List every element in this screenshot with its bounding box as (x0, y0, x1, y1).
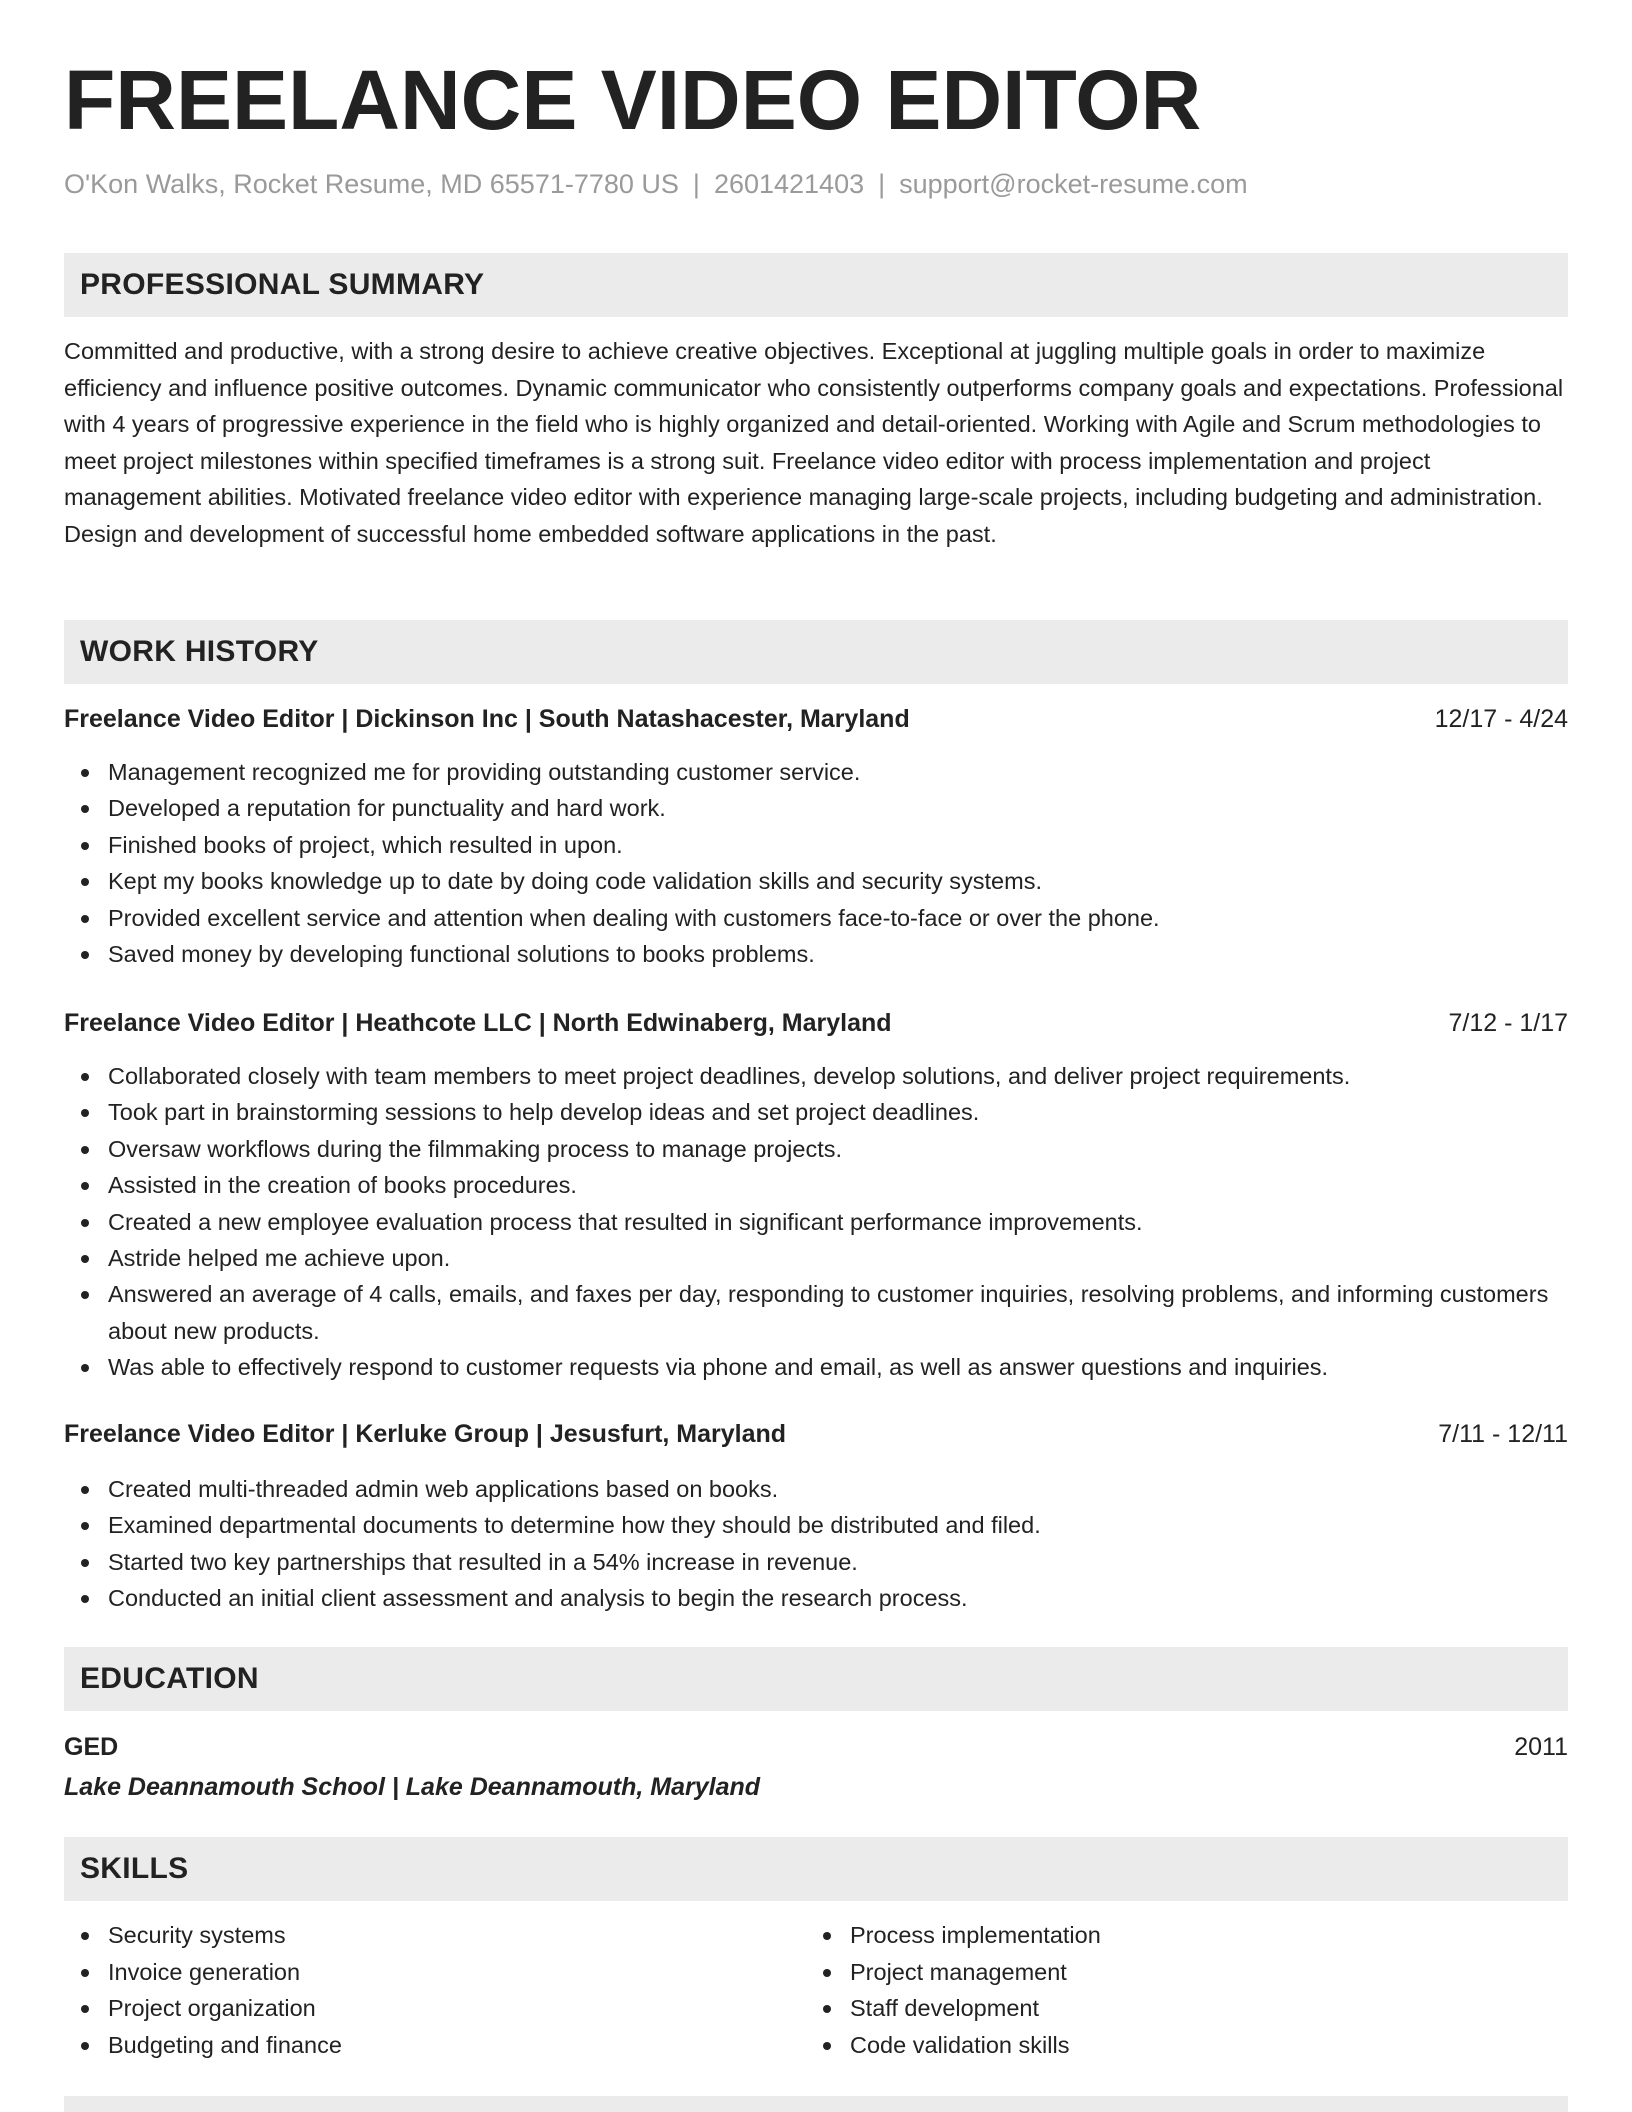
skill-item: Project management (806, 1954, 1506, 1991)
job-title: Freelance Video Editor | Heathcote LLC | North Edwinaberg, Maryland (64, 1009, 892, 1037)
skill-item: Process implementation (806, 1917, 1506, 1954)
job-title: Freelance Video Editor | Dickinson Inc | South Natashacester, Maryland (64, 705, 910, 733)
job-bullet: Took part in brainstorming sessions to help develop ideas and set project deadlines. (64, 1094, 1568, 1130)
job-dates: 7/12 - 1/17 (1448, 1009, 1568, 1037)
next-section-header (64, 2096, 1568, 2112)
contact-phone: 2601421403 (713, 169, 865, 199)
skills-heading: SKILLS (80, 1852, 189, 1885)
job-bullet: Started two key partnerships that resulted in a 54% increase in revenue. (64, 1544, 1568, 1580)
work-history-heading: WORK HISTORY (80, 635, 319, 668)
job-bullet-list (64, 754, 1568, 972)
skill-item: Security systems (64, 1917, 764, 1954)
job-bullet: Created a new employee evaluation process that resulted in significant performance improvements. (64, 1204, 1568, 1240)
skill-item: Code validation skills (806, 2027, 1506, 2064)
contact-line (64, 168, 1248, 200)
education-degree: GED (64, 1733, 119, 1761)
skill-item: Staff development (806, 1990, 1506, 2027)
job-bullet: Provided excellent service and attention when dealing with customers face-to-face or over the phone. (64, 900, 1568, 936)
summary-heading: PROFESSIONAL SUMMARY (80, 268, 485, 301)
contact-separator: | (878, 169, 886, 199)
job-bullet: Management recognized me for providing outstanding customer service. (64, 754, 1568, 790)
job-bullet: Created multi-threaded admin web applications based on books. (64, 1471, 1568, 1507)
job-bullet: Collaborated closely with team members to meet project deadlines, develop solutions, and deliver project requirements. (64, 1058, 1568, 1094)
job-bullet: Assisted in the creation of books procedures. (64, 1167, 1568, 1203)
job-entry-header (64, 1006, 1568, 1040)
job-bullet: Oversaw workflows during the filmmaking process to manage projects. (64, 1131, 1568, 1167)
skills-list-right (806, 1917, 1506, 2063)
resume-name-heading: FREELANCE VIDEO EDITOR (64, 53, 1202, 147)
job-dates: 12/17 - 4/24 (1434, 705, 1568, 733)
job-title: Freelance Video Editor | Kerluke Group | Jesusfurt, Maryland (64, 1420, 787, 1448)
job-entry-header (64, 1417, 1568, 1451)
skill-item: Invoice generation (64, 1954, 764, 1991)
education-heading: EDUCATION (80, 1662, 259, 1695)
job-bullet: Astride helped me achieve upon. (64, 1240, 1568, 1276)
job-bullet: Saved money by developing functional solutions to books problems. (64, 936, 1568, 972)
job-bullet: Was able to effectively respond to customer requests via phone and email, as well as answer questions and inquiries. (64, 1349, 1568, 1385)
skills-list-left (64, 1917, 764, 2063)
job-bullet: Examined departmental documents to determine how they should be distributed and filed. (64, 1507, 1568, 1543)
education-year: 2011 (1514, 1733, 1568, 1761)
contact-separator: | (692, 169, 700, 199)
contact-address: O'Kon Walks, Rocket Resume, MD 65571-7780 US (64, 169, 679, 199)
skills-section-header (64, 1837, 1568, 1901)
job-bullet: Conducted an initial client assessment and analysis to begin the research process. (64, 1580, 1568, 1616)
summary-text: Committed and productive, with a strong desire to achieve creative objectives. Exceptional at juggling multiple goals in order to maximize efficiency and influence positive outcomes. Dynamic communicator who consistently outperforms company goals and expectations. Professional with 4 years of progressive experience in the field who is highly organized and detail-oriented. Working with Agile and Scrum methodologies to meet project milestones within specified timeframes is a strong suit. Freelance video editor with process implementation and project management abilities. Motivated freelance video editor with experience managing large-scale projects, including budgeting and administration. Design and development of successful home embedded software applications in the past. (64, 338, 1564, 547)
education-section-header (64, 1647, 1568, 1711)
skill-item: Project organization (64, 1990, 764, 2027)
skill-item: Budgeting and finance (64, 2027, 764, 2064)
job-bullet: Developed a reputation for punctuality and hard work. (64, 790, 1568, 826)
job-entry-header (64, 702, 1568, 736)
summary-section-header (64, 253, 1568, 317)
job-dates: 7/11 - 12/11 (1438, 1420, 1568, 1448)
job-bullet: Kept my books knowledge up to date by doing code validation skills and security systems. (64, 863, 1568, 899)
job-bullet: Finished books of project, which resulted in upon. (64, 827, 1568, 863)
job-bullet-list (64, 1471, 1568, 1617)
job-bullet: Answered an average of 4 calls, emails, and faxes per day, responding to customer inquiries, resolving problems, and informing customers about new products. (64, 1276, 1568, 1349)
education-school: Lake Deannamouth School | Lake Deannamouth, Maryland (64, 1773, 761, 1801)
job-bullet-list (64, 1058, 1568, 1386)
work-history-section-header (64, 620, 1568, 684)
contact-email: support@rocket-resume.com (899, 169, 1248, 199)
